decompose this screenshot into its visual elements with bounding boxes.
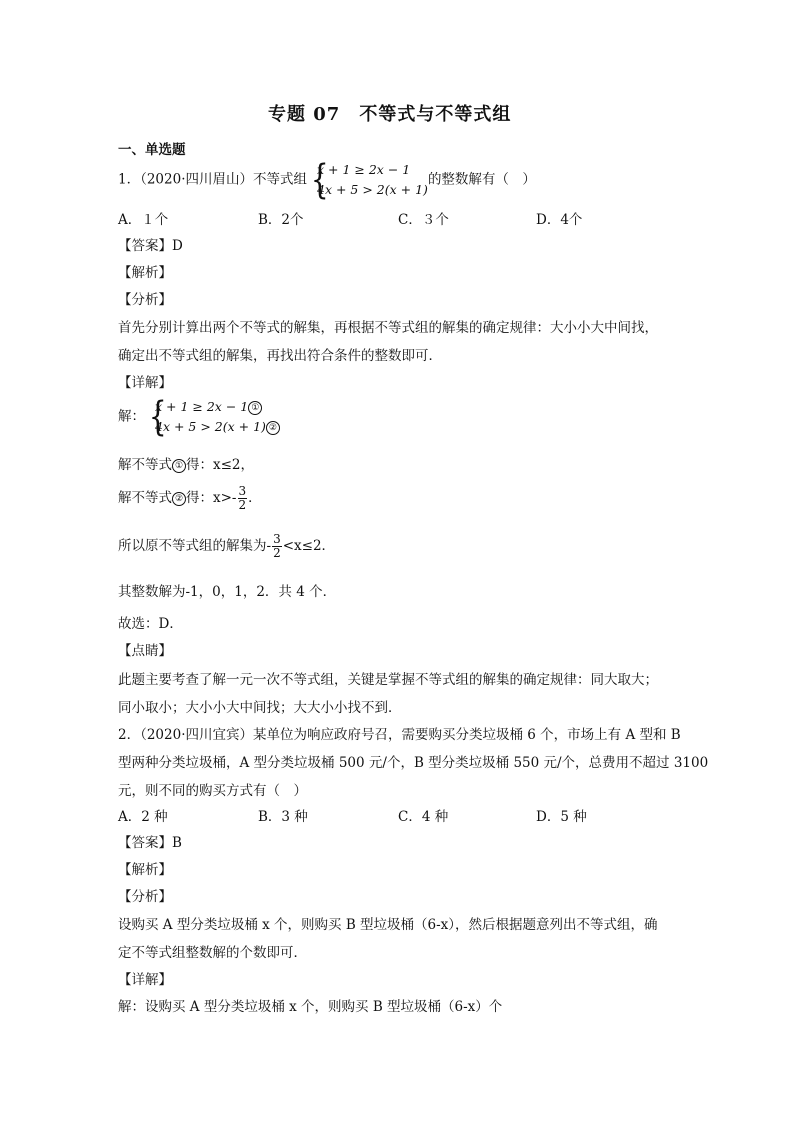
circled-2-icon: ② bbox=[172, 492, 186, 506]
q1-ineq-2: 4x + 5 > 2(x + 1) bbox=[317, 182, 428, 197]
q1-jie-label: 解： bbox=[118, 408, 145, 425]
q1-prefix: 1．（2020·四川眉山）不等式组 bbox=[118, 171, 307, 188]
q1-analysis-line-2: 确定出不等式组的解集，再找出符合条件的整数即可． bbox=[118, 348, 442, 364]
brace-icon: { bbox=[310, 157, 329, 203]
q1-choose: 故选：D． bbox=[118, 616, 183, 632]
q1-sys-1: x + 1 ≥ 2x − 1 bbox=[155, 399, 249, 414]
fraction-numerator: 3 bbox=[238, 484, 247, 498]
q1-analysis-line-1: 首先分别计算出两个不等式的解集，再根据不等式组的解集的确定规律：大小小大中间找， bbox=[118, 320, 658, 336]
q1-step-1 bbox=[118, 453, 254, 473]
q2-option-d: D．5 种 bbox=[536, 809, 587, 825]
q1-answer: 【答案】D bbox=[118, 238, 183, 254]
step1-post: 得：x≤2， bbox=[186, 457, 255, 473]
q2-analysis-line-2: 定不等式组整数解的个数即可． bbox=[118, 945, 307, 961]
circled-1-icon: ① bbox=[248, 401, 262, 415]
q2-option-a: A．2 种 bbox=[118, 809, 168, 825]
q1-inequality-system bbox=[307, 157, 428, 203]
fraction-numerator: 3 bbox=[273, 532, 281, 546]
q2-solution-line: 解：设购买 A 型分类垃圾桶 x 个，则购买 B 型垃圾桶（6-x）个 bbox=[118, 999, 503, 1015]
q1-suffix: 的整数解有（ ） bbox=[427, 171, 536, 188]
q1-option-a: A．１个 bbox=[118, 212, 169, 228]
q1-comment-line-1: 此题主要考查了解一元一次不等式组，关键是掌握不等式组的解集的确定规律：同大取大； bbox=[118, 672, 658, 688]
q1-step-3 bbox=[118, 533, 335, 560]
q1-ineq-1: x + 1 ≥ 2x − 1 bbox=[317, 162, 411, 177]
step1-pre: 解不等式 bbox=[118, 457, 172, 473]
fraction bbox=[238, 485, 248, 512]
q2-fenxi-heading: 【分析】 bbox=[118, 889, 172, 905]
q1-sys-2: 4x + 5 > 2(x + 1) bbox=[155, 419, 266, 434]
q1-option-d: D．4个 bbox=[536, 212, 583, 228]
q2-answer: 【答案】B bbox=[118, 835, 182, 851]
step2-post: 得：x>- bbox=[186, 490, 237, 506]
step3-post: <x≤2． bbox=[282, 538, 336, 554]
fraction-denominator: 2 bbox=[273, 546, 281, 560]
q2-stem-line-1: 2．（2020·四川宜宾）某单位为响应政府号召，需要购买分类垃圾桶 6 个，市场上有 A 型和 B bbox=[118, 727, 681, 743]
q1-step-2: 解不等式 ② 得：x>- $\frac{3}{2}$ ． bbox=[118, 484, 262, 512]
step3-pre: 所以原不等式组的解集为- bbox=[118, 538, 272, 554]
q1-comment-line-2: 同小取小；大小小大中间找；大大小小找不到． bbox=[118, 700, 402, 716]
q1-fenxi-heading: 【分析】 bbox=[118, 292, 172, 308]
q2-stem-line-2: 型两种分类垃圾桶，A 型分类垃圾桶 500 元/个，B 型分类垃圾桶 550 元/个，总费用不超过 3100 bbox=[118, 755, 709, 771]
q2-jiexi-heading: 【解析】 bbox=[118, 862, 172, 878]
circled-2-icon: ② bbox=[266, 421, 280, 435]
page-title: 专题 07 不等式与不等式组 bbox=[268, 104, 512, 125]
q2-xiangjie-heading: 【详解】 bbox=[118, 972, 172, 988]
brace-icon: { bbox=[148, 394, 167, 440]
question-1-stem bbox=[118, 157, 536, 203]
q1-xiangjie-heading: 【详解】 bbox=[118, 375, 172, 391]
q2-analysis-line-1: 设购买 A 型分类垃圾桶 x 个，则购买 B 型垃圾桶（6-x），然后根据题意列出不等式组，确 bbox=[118, 917, 658, 933]
q1-step-4: 其整数解为-1，0，1，2．共 4 个． bbox=[118, 584, 337, 600]
fraction bbox=[272, 533, 282, 560]
q1-dianjing-heading: 【点睛】 bbox=[118, 643, 172, 659]
q1-solution-system bbox=[118, 394, 280, 440]
q2-option-c: C．4 种 bbox=[398, 809, 449, 825]
q1-option-c: C．３个 bbox=[398, 212, 449, 228]
fraction-denominator: 2 bbox=[238, 498, 247, 512]
q2-option-b: B．3 种 bbox=[258, 809, 308, 825]
q1-option-b: B．2个 bbox=[258, 212, 304, 228]
circled-1-icon: ① bbox=[172, 459, 186, 473]
q2-stem-line-3: 元，则不同的购买方式有（ ） bbox=[118, 783, 307, 799]
section-heading: 一、单选题 bbox=[118, 142, 186, 158]
step2-pre: 解不等式 bbox=[118, 490, 172, 506]
q1-jiexi-heading: 【解析】 bbox=[118, 265, 172, 281]
